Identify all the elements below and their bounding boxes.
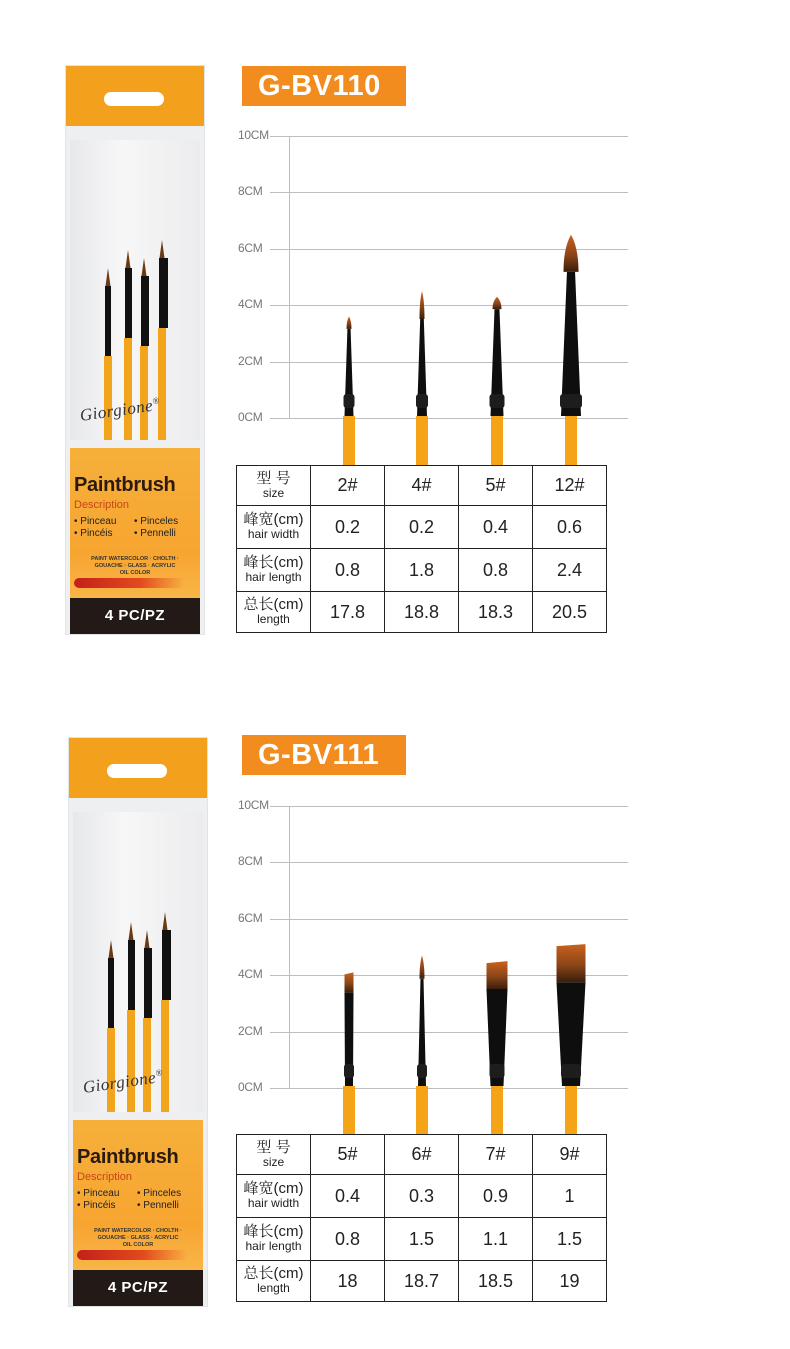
piece-count: 4 PC/PZ <box>104 607 166 624</box>
model-number: G-BV110 <box>258 70 381 102</box>
package-languages: • Pinceau • Pinceles • Pincéis • Pennelli <box>74 516 179 539</box>
spec-cell: 0.2 <box>385 506 459 549</box>
row-header-cn: 总长(cm) <box>243 1265 304 1282</box>
spec-cell: 18.8 <box>385 592 459 633</box>
row-header-en: hair width <box>247 527 300 541</box>
scale-label: 6CM <box>238 910 263 925</box>
scale-label: 4CM <box>238 967 263 982</box>
spec-cell: 0.8 <box>311 549 385 592</box>
package-languages: • Pinceau • Pinceles • Pincéis • Pennelli <box>77 1188 182 1211</box>
spec-cell: 1.1 <box>459 1218 533 1261</box>
spec-cell: 17.8 <box>311 592 385 633</box>
spec-table <box>236 465 607 633</box>
spec-cell: 1 <box>533 1175 607 1218</box>
row-header-cn: 峰长(cm) <box>243 554 304 571</box>
row-header <box>237 592 311 633</box>
spec-cell: 0.8 <box>311 1218 385 1261</box>
package-title: Paintbrush <box>74 474 176 496</box>
scale-label: 10CM <box>238 128 269 142</box>
row-header-cn: 峰宽(cm) <box>243 511 304 528</box>
row-header <box>237 506 311 549</box>
scale-label: 2CM <box>238 353 263 368</box>
product-section-g-bv111 <box>0 670 790 1320</box>
spec-row-hair-width <box>237 506 607 549</box>
row-header <box>237 1218 311 1261</box>
row-header-cn: 型 号 <box>256 1138 291 1156</box>
row-header <box>237 549 311 592</box>
spec-cell: 0.6 <box>533 506 607 549</box>
package-usage-note: PAINT WATERCOLOR · CHOLTH · GOUACHE · GLASS · ACRYLIC OIL COLOR <box>91 556 179 576</box>
spec-cell: 0.4 <box>311 1175 385 1218</box>
spec-row-hair-width <box>237 1175 607 1218</box>
row-header-en: size <box>262 485 285 500</box>
package-title: Paintbrush <box>77 1146 179 1168</box>
brush-hair <box>564 235 579 272</box>
row-header-cn: 型 号 <box>256 469 291 487</box>
row-header-en: length <box>257 1281 290 1295</box>
spec-cell: 18.3 <box>459 592 533 633</box>
spec-cell: 0.3 <box>385 1175 459 1218</box>
spec-cell: 20.5 <box>533 592 607 633</box>
row-header <box>237 1261 311 1302</box>
scale-label: 0CM <box>238 410 263 424</box>
brand-logo: Giorgione® <box>78 395 161 425</box>
spec-cell: 2.4 <box>533 549 607 592</box>
brush-crimp <box>560 394 582 408</box>
brand-logo: Giorgione® <box>81 1067 164 1097</box>
spec-row-hair-length <box>237 549 607 592</box>
spec-cell: 2# <box>311 466 385 506</box>
model-number: G-BV111 <box>258 739 380 771</box>
row-header-en: hair width <box>247 1196 300 1210</box>
spec-cell: 4# <box>385 466 459 506</box>
spec-row-size <box>237 1135 607 1175</box>
scale-label: 2CM <box>238 1023 263 1038</box>
spec-cell: 6# <box>385 1135 459 1175</box>
row-header <box>237 1135 311 1175</box>
scale-label: 0CM <box>238 1080 263 1094</box>
spec-row-hair-length <box>237 1218 607 1261</box>
row-header-cn: 峰长(cm) <box>243 1223 304 1240</box>
row-header-en: hair length <box>245 570 302 584</box>
brush-crimp <box>561 1064 581 1078</box>
spec-cell: 1.5 <box>385 1218 459 1261</box>
scale-label: 10CM <box>238 798 269 812</box>
scale-label: 6CM <box>238 240 263 255</box>
piece-count: 4 PC/PZ <box>107 1279 169 1296</box>
row-header-en: size <box>262 1154 285 1169</box>
row-header-en: length <box>257 612 290 626</box>
scale-label: 8CM <box>238 854 263 869</box>
spec-cell: 0.2 <box>311 506 385 549</box>
scale-label: 8CM <box>238 184 263 199</box>
spec-row-size <box>237 466 607 506</box>
spec-cell: 0.8 <box>459 549 533 592</box>
spec-cell: 0.9 <box>459 1175 533 1218</box>
row-header-cn: 总长(cm) <box>243 596 304 613</box>
spec-cell: 19 <box>533 1261 607 1302</box>
spec-cell: 12# <box>533 466 607 506</box>
row-header-cn: 峰宽(cm) <box>243 1180 304 1197</box>
spec-row-total-length <box>237 592 607 633</box>
spec-cell: 0.4 <box>459 506 533 549</box>
product-section-g-bv110 <box>0 0 790 650</box>
row-header <box>237 1175 311 1218</box>
scale-label: 4CM <box>238 297 263 312</box>
package-description: Description <box>74 499 130 511</box>
spec-cell: 1.5 <box>533 1218 607 1261</box>
spec-cell: 1.8 <box>385 549 459 592</box>
spec-row-total-length <box>237 1261 607 1302</box>
spec-cell: 18.7 <box>385 1261 459 1302</box>
spec-cell: 5# <box>311 1135 385 1175</box>
package-usage-note: PAINT WATERCOLOR · CHOLTH · GOUACHE · GLASS · ACRYLIC OIL COLOR <box>94 1228 182 1248</box>
brush-hair <box>557 944 586 982</box>
brush-handle <box>565 416 577 465</box>
spec-table <box>236 1134 607 1302</box>
spec-cell: 5# <box>459 466 533 506</box>
spec-cell: 18 <box>311 1261 385 1302</box>
row-header <box>237 466 311 506</box>
package-description: Description <box>77 1171 133 1183</box>
row-header-en: hair length <box>245 1239 302 1253</box>
spec-cell: 7# <box>459 1135 533 1175</box>
spec-cell: 18.5 <box>459 1261 533 1302</box>
spec-cell: 9# <box>533 1135 607 1175</box>
brush-handle <box>565 1086 577 1134</box>
